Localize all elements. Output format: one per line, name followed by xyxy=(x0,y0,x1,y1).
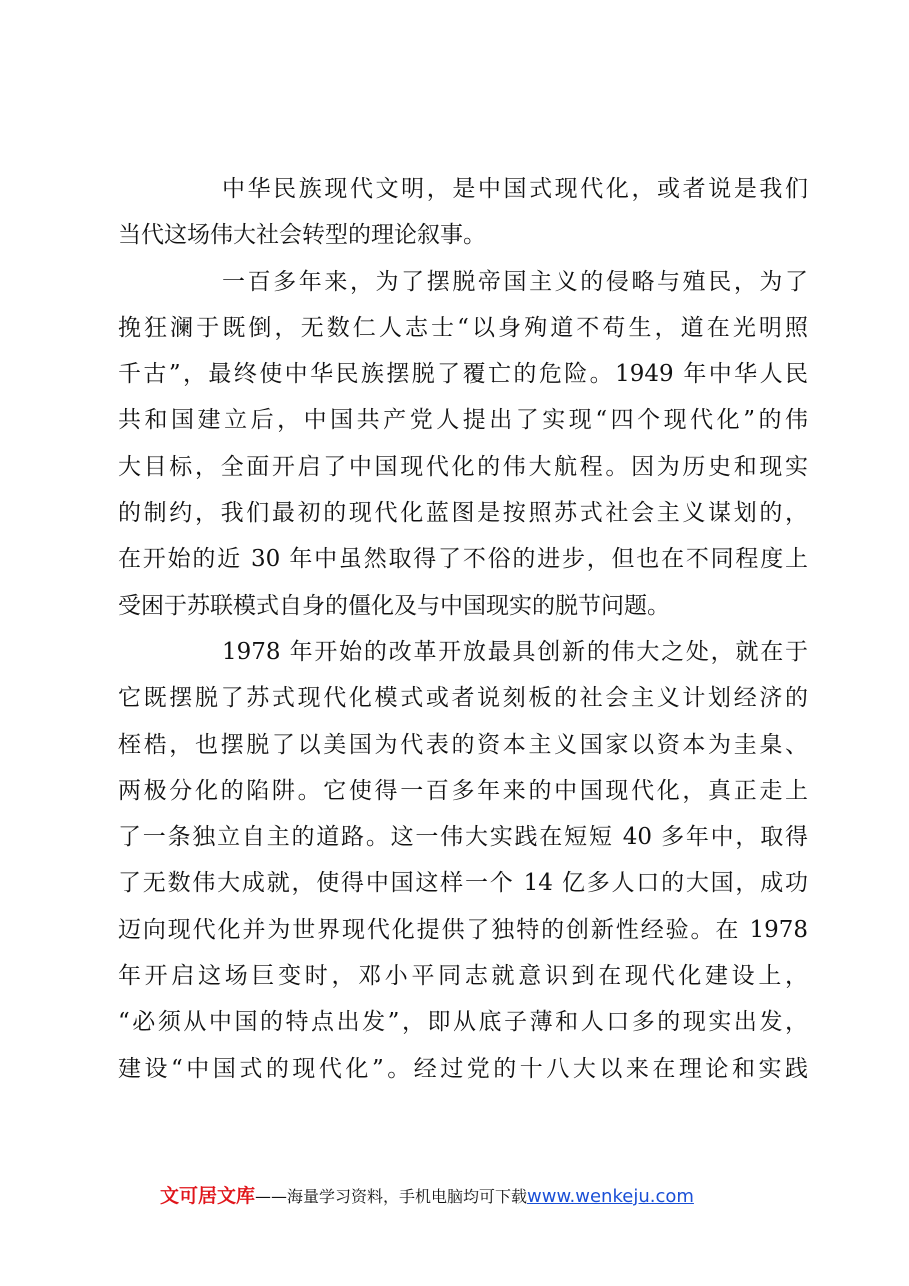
paragraph-2-line-4: 共和国建立后，中国共产党人提出了实现“四个现代化”的伟 xyxy=(118,407,808,434)
paragraph-3-line-6: 了无数伟大成就，使得中国这样一个 14 亿多人口的大国，成功 xyxy=(118,870,808,897)
brand-name: 文可居文库 xyxy=(160,1185,256,1207)
paragraph-3-line-7: 迈向现代化并为世界现代化提供了独特的创新性经验。在 1978 xyxy=(118,916,808,943)
paragraph-3-line-1: 1978 年开始的改革开放最具创新的伟大之处，就在于 xyxy=(222,638,808,665)
paragraph-2-line-1: 一百多年来，为了摆脱帝国主义的侵略与殖民，为了 xyxy=(222,268,808,295)
paragraph-2-line-5: 大目标，全面开启了中国现代化的伟大航程。因为历史和现实 xyxy=(118,453,808,480)
footer-tagline: ——海量学习资料，手机电脑均可下载 xyxy=(255,1187,528,1206)
paragraph-3-line-5: 了一条独立自主的道路。这一伟大实践在短短 40 多年中，取得 xyxy=(118,824,808,851)
page-footer xyxy=(160,1181,694,1211)
website-link[interactable]: www.wenkeju.com xyxy=(527,1186,694,1207)
paragraph-3-line-9: “必须从中国的特点出发”，即从底子薄和人口多的现实出发， xyxy=(118,1009,808,1036)
paragraph-3-line-8: 年开启这场巨变时，邓小平同志就意识到在现代化建设上， xyxy=(118,963,808,990)
paragraph-3-line-3: 桎梏，也摆脱了以美国为代表的资本主义国家以资本为圭臬、 xyxy=(118,731,808,758)
paragraph-2-line-6: 的制约，我们最初的现代化蓝图是按照苏式社会主义谋划的， xyxy=(118,500,808,527)
paragraph-1-line-1: 中华民族现代文明，是中国式现代化，或者说是我们 xyxy=(222,176,808,202)
paragraph-2-line-8: 受困于苏联模式自身的僵化及与中国现实的脱节问题。 xyxy=(118,592,670,619)
document-body xyxy=(118,166,808,1092)
paragraph-1-line-2: 当代这场伟大社会转型的理论叙事。 xyxy=(118,222,486,249)
paragraph-3-line-10: 建设“中国式的现代化”。经过党的十八大以来在理论和实践 xyxy=(118,1055,808,1082)
paragraph-2-line-2: 挽狂澜于既倒，无数仁人志士“以身殉道不苟生，道在光明照 xyxy=(118,314,808,341)
paragraph-3-line-4: 两极分化的陷阱。它使得一百多年来的中国现代化，真正走上 xyxy=(118,777,808,804)
paragraph-3-line-2: 它既摆脱了苏式现代化模式或者说刻板的社会主义计划经济的 xyxy=(118,685,808,712)
paragraph-2-line-3: 千古”，最终使中华民族摆脱了覆亡的危险。1949 年中华人民 xyxy=(118,361,808,388)
paragraph-2-line-7: 在开始的近 30 年中虽然取得了不俗的进步，但也在不同程度上 xyxy=(118,546,808,573)
